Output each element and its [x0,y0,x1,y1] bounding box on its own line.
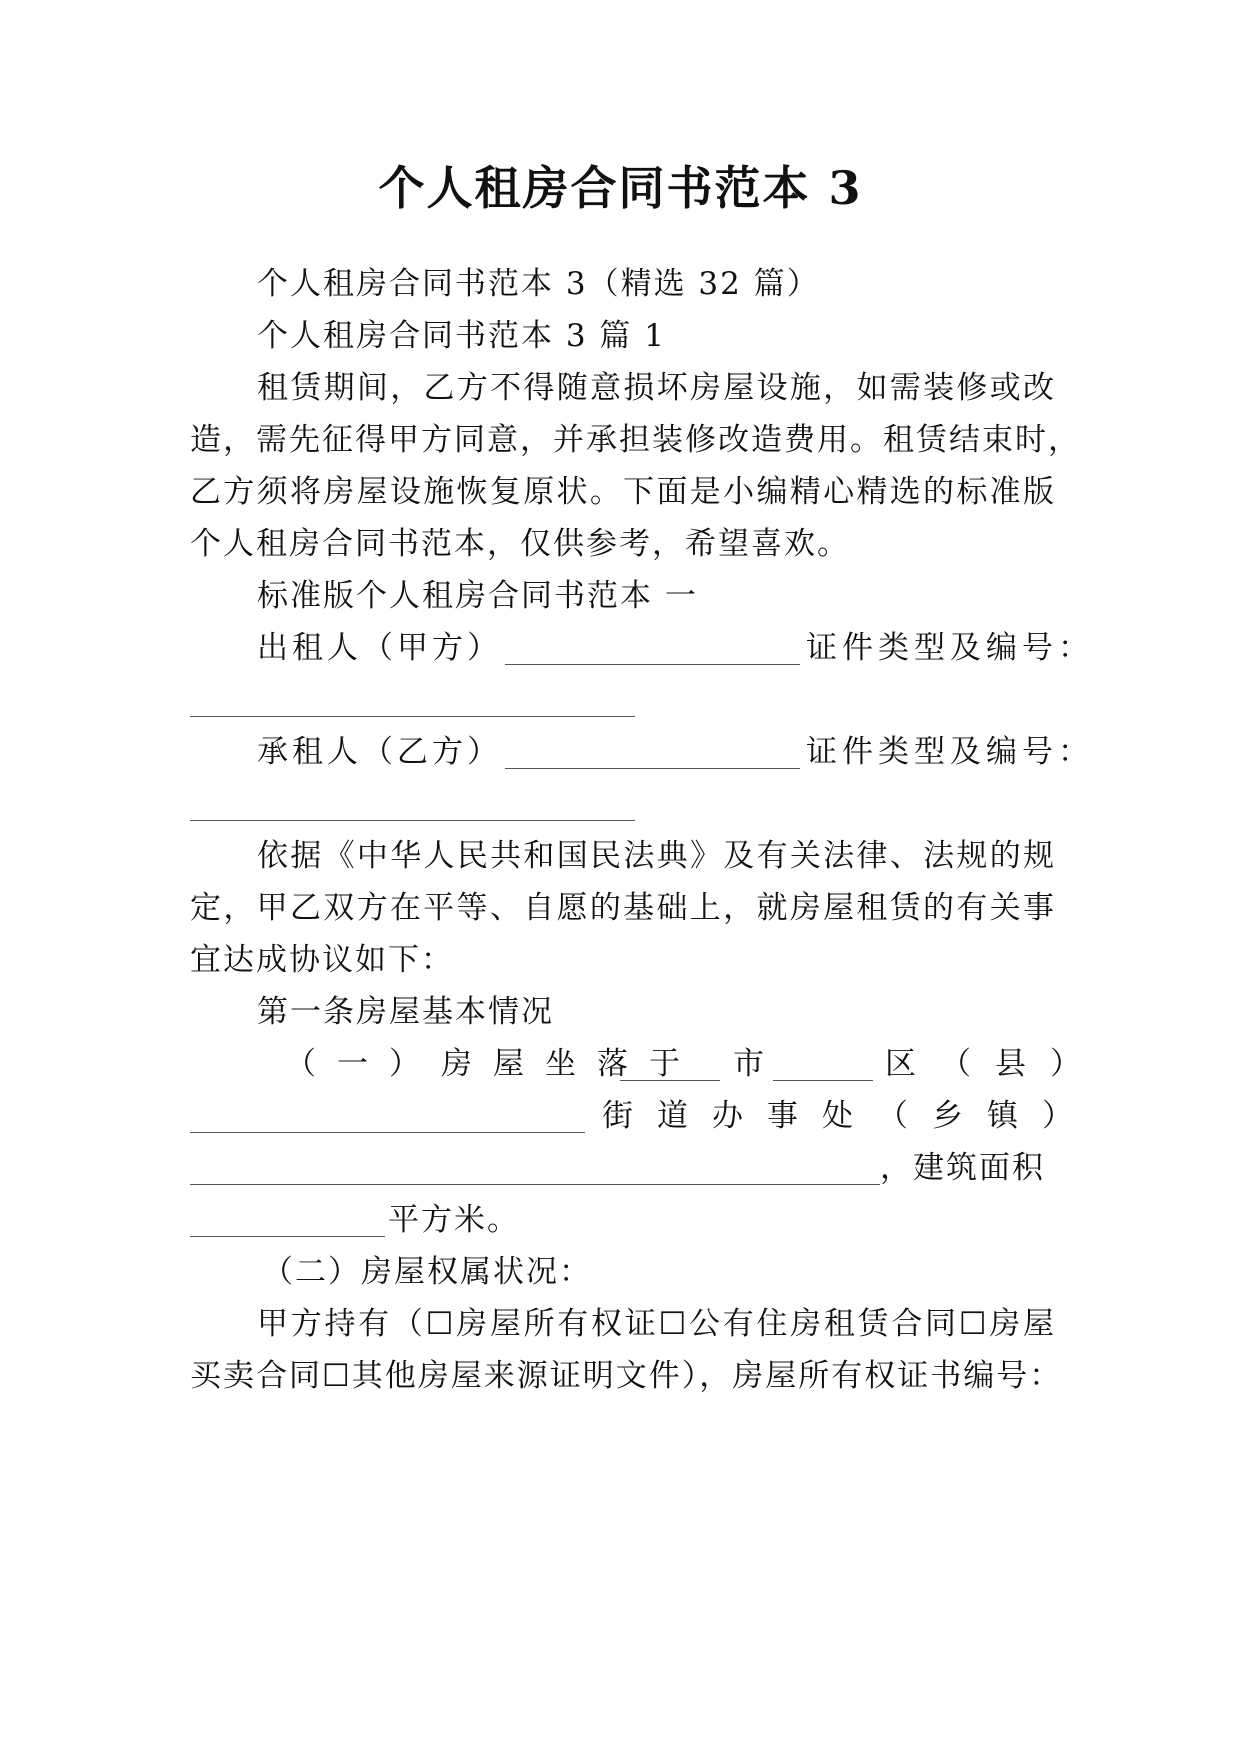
ownership-line-2: 买卖合同☐其他房屋来源证明文件），房屋所有权证书编号： [190,1358,1063,1394]
ownership-heading: （二）房屋权属状况： [262,1254,592,1290]
document-title: 个人租房合同书范本 3 [378,161,863,215]
location-prefix: （一）房屋坐落于 [285,1046,701,1082]
address-blank [190,1184,880,1185]
chapter-heading: 个人租房合同书范本 3 篇 1 [257,318,667,354]
city-blank [620,1080,720,1081]
lessor-label: 出租人（甲方） [257,630,502,666]
lessee-label: 承租人（乙方） [257,734,502,770]
lessee-id-label: 证件类型及编号： [806,734,1094,770]
intro-line-2: 造，需先征得甲方同意，并承担装修改造费用。租赁结束时， [190,422,1081,458]
city-label: 市 [733,1046,766,1082]
intro-line-3: 乙方须将房屋设施恢复原状。下面是小编精心精选的标准版 [190,474,1056,510]
ownership-line-1: 甲方持有（☐房屋所有权证☐公有住房租赁合同☐房屋 [257,1306,1056,1342]
document-subtitle: 个人租房合同书范本 3（精选 32 篇） [257,266,820,302]
article-1-heading: 第一条房屋基本情况 [257,994,554,1030]
basis-line-2: 定，甲乙双方在平等、自愿的基础上，就房屋租赁的有关事 [190,890,1056,926]
district-blank [773,1080,873,1081]
lessee-name-blank [505,768,800,769]
lessor-name-blank [505,664,800,665]
area-blank [190,1236,385,1237]
lessor-id-blank [190,716,635,717]
street-blank [190,1132,585,1133]
lessor-id-label: 证件类型及编号： [806,630,1094,666]
area-unit: 平方米。 [388,1202,520,1238]
basis-line-3: 宜达成协议如下： [190,942,454,978]
district-label: 区（县） [885,1046,1105,1082]
intro-line-1: 租赁期间，乙方不得随意损坏房屋设施，如需装修或改 [257,370,1056,406]
street-label: 街道办事处（乡镇） [602,1098,1097,1134]
basis-line-1: 依据《中华人民共和国民法典》及有关法律、法规的规 [257,838,1056,874]
lessee-id-blank [190,820,635,821]
section-heading: 标准版个人租房合同书范本 一 [257,578,698,614]
intro-line-4: 个人租房合同书范本，仅供参考，希望喜欢。 [190,526,850,562]
area-label: ，建筑面积 [880,1150,1045,1186]
